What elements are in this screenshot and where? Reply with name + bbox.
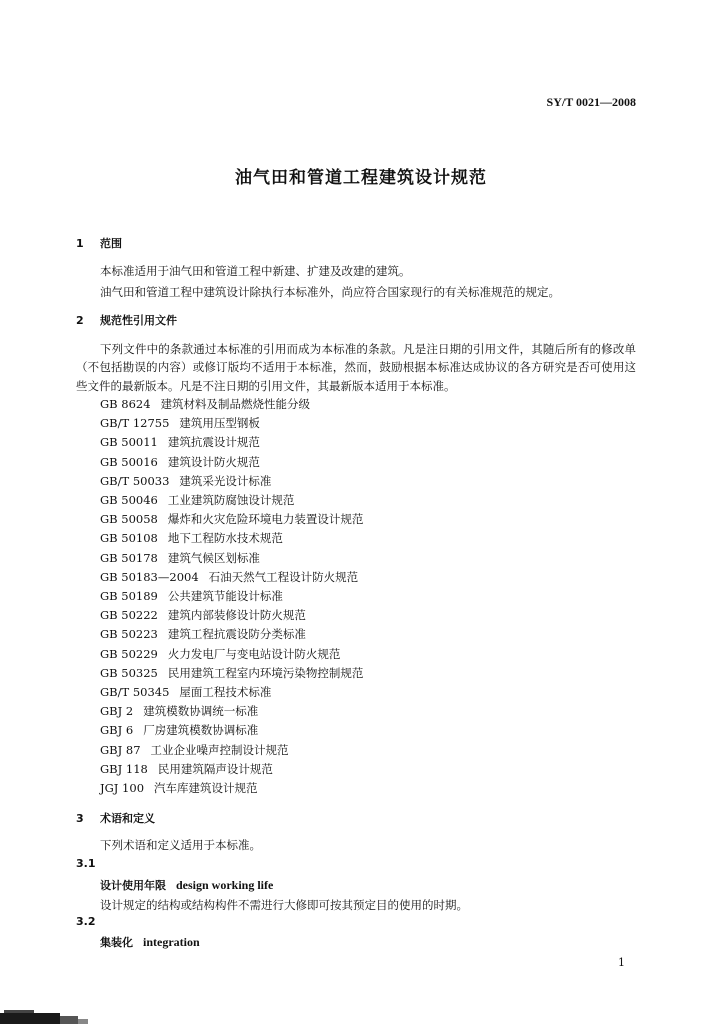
reference-item [100,491,363,510]
reference-title: 屋面工程技术标准 [179,685,272,700]
reference-code: GB 50325 [100,665,158,680]
reference-title: 爆炸和火灾危险环境电力装置设计规范 [167,512,364,527]
reference-code: GB 8624 [100,397,151,411]
reference-title: 建筑工程抗震设防分类标准 [167,627,306,642]
reference-item [100,568,363,587]
reference-title: 石油天然气工程设计防火规范 [208,569,359,584]
reference-item [100,779,363,798]
reference-item [100,587,363,606]
reference-title: 民用建筑隔声设计规范 [157,761,273,776]
term-definition: 设计规定的结构或结构构件不需进行大修即可按其预定目的使用的时期。 [100,898,468,912]
term-en: integration [143,935,200,949]
reference-code: GB 50222 [100,608,158,623]
reference-title: 建筑用压型钢板 [179,416,260,431]
document-title: 油气田和管道工程建筑设计规范 [235,168,487,188]
term-heading [100,877,273,893]
reference-code: GB 50046 [100,493,158,508]
reference-item [100,741,363,760]
section-title: 术语和定义 [100,812,155,825]
reference-title: 工业企业噪声控制设计规范 [150,742,289,757]
reference-code: GB 50016 [100,454,158,469]
reference-item [100,683,363,702]
reference-title: 工业建筑防腐蚀设计规范 [167,493,295,508]
reference-title: 建筑设计防火规范 [167,454,260,469]
reference-item [100,645,363,664]
reference-title: 建筑材料及制品燃烧性能分级 [160,397,311,411]
reference-item [100,702,363,721]
reference-code: GBJ 2 [100,704,134,719]
section-number: 2 [76,314,84,327]
reference-list [100,395,363,798]
term-number: 3.1 [76,857,96,870]
reference-item [100,606,363,625]
reference-item [100,395,363,414]
reference-item [100,760,363,779]
section-2-heading [76,312,177,328]
reference-item [100,625,363,644]
section-2-intro: 下列文件中的条款通过本标准的引用而成为本标准的条款。凡是注日期的引用文件，其随后所有的修改单（不包括勘误的内容）或修订版均不适用于本标准，然而，鼓励根据本标准达成协议的各方研究是否可使用这些文件的最新版本。凡是不注日期的引用文件，其最新版本适用于本标准。 [76,342,636,393]
reference-code: GB 50229 [100,646,158,661]
reference-code: GB 50011 [100,435,158,450]
term-heading [100,934,200,950]
reference-title: 建筑气候区划标准 [167,550,260,565]
reference-code: GB/T 50033 [100,473,170,488]
term-zh: 集装化 [100,936,133,949]
section-1-paragraph-1: 本标准适用于油气田和管道工程中新建、扩建及改建的建筑。 [100,264,411,278]
reference-code: GB 50223 [100,627,158,642]
reference-code: GBJ 118 [100,761,148,776]
section-title: 规范性引用文件 [100,314,177,327]
reference-title: 汽车库建筑设计规范 [154,781,258,796]
reference-item [100,414,363,433]
reference-item [100,529,363,548]
section-1-heading [76,235,122,251]
reference-title: 民用建筑工程室内环境污染物控制规范 [167,665,364,680]
reference-title: 建筑采光设计标准 [179,473,272,488]
reference-item [100,721,363,740]
section-3-intro: 下列术语和定义适用于本标准。 [100,838,261,852]
reference-title: 火力发电厂与变电站设计防火规范 [167,646,341,661]
reference-item [100,433,363,452]
section-number: 3 [76,812,84,825]
reference-title: 建筑内部装修设计防火规范 [167,608,306,623]
reference-title: 地下工程防水技术规范 [167,531,283,546]
section-title: 范围 [100,237,122,250]
reference-code: JGJ 100 [100,781,145,796]
reference-code: GB 50189 [100,589,158,604]
reference-code: GB/T 12755 [100,416,170,431]
reference-code: GB 50178 [100,550,158,565]
section-3-heading [76,810,155,826]
reference-item [100,472,363,491]
reference-item [100,453,363,472]
section-1-paragraph-2: 油气田和管道工程中建筑设计除执行本标准外，尚应符合国家现行的有关标准规范的规定。 [100,285,560,299]
reference-code: GB 50108 [100,531,158,546]
section-number: 1 [76,237,84,250]
reference-title: 建筑模数协调统一标准 [143,704,259,719]
term-number: 3.2 [76,915,96,928]
reference-code: GB/T 50345 [100,685,170,700]
reference-item [100,510,363,529]
term-zh: 设计使用年限 [100,879,166,892]
reference-item [100,549,363,568]
reference-code: GBJ 87 [100,742,141,757]
standard-code: SY/T 0021—2008 [546,95,636,109]
term-en: design working life [176,878,274,892]
reference-title: 公共建筑节能设计标准 [167,589,283,604]
scan-artifact [0,1005,95,1024]
reference-item [100,664,363,683]
reference-code: GB 50058 [100,512,158,527]
reference-code: GB 50183—2004 [100,569,199,584]
reference-code: GBJ 6 [100,723,134,738]
reference-title: 厂房建筑模数协调标准 [143,723,259,738]
reference-title: 建筑抗震设计规范 [167,435,260,450]
page-number: 1 [618,956,625,969]
